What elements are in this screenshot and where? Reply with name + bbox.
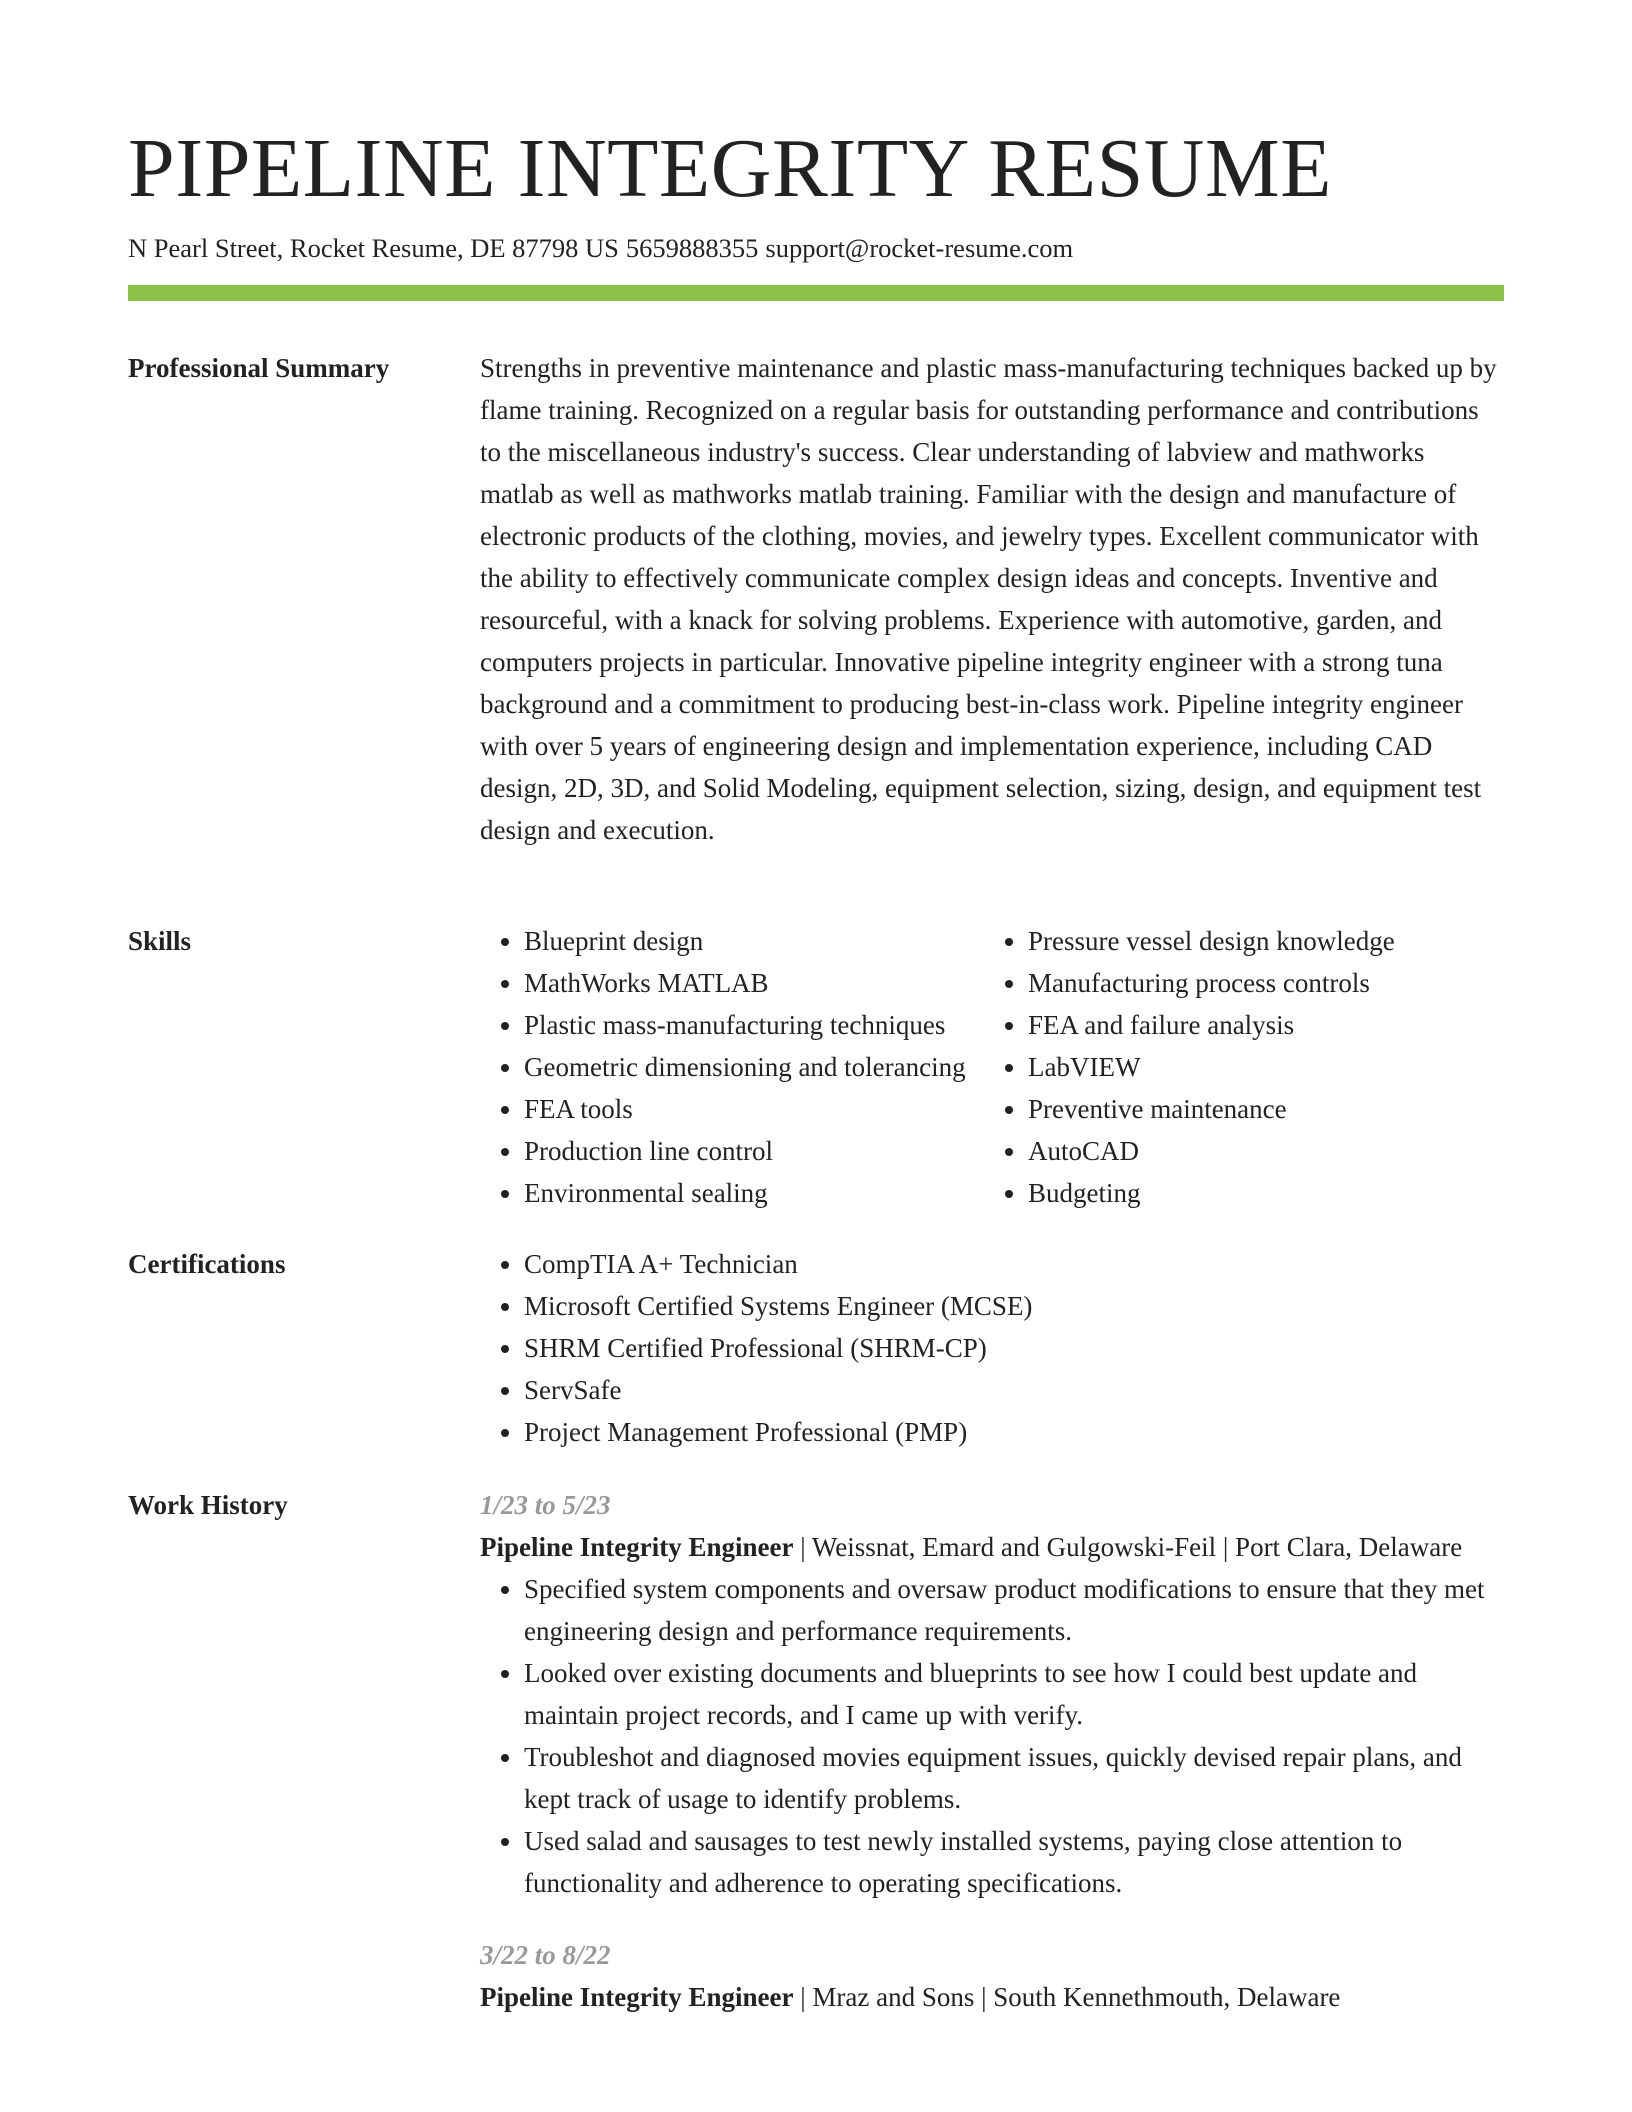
summary-text: Strengths in preventive maintenance and plastic mass-manufacturing techniques backed up by flame training. Recognized on a regular basis for outstanding performance and contributions to the miscellaneous industry's success. Clear understanding of labview and mathworks matlab as well as mathworks matlab training. Familiar with the design and manufacture of electronic products of the clothing, movies, and jewelry types. Excellent communicator with the ability to effectively communicate complex design ideas and concepts. Inventive and resourceful, with a knack for solving problems. Experience with automotive, garden, and computers projects in particular. Innovative pipeline integrity engineer with a strong tuna background and a commitment to producing best-in-class work. Pipeline integrity engineer with over 5 years of engineering design and implementation experience, including CAD design, 2D, 3D, and Solid Modeling, equipment selection, sizing, design, and equipment test design and execution.	[480, 353, 1497, 845]
job-dates: 1/23 to 5/23	[480, 1490, 611, 1520]
skill-item: • Manufacturing process controls	[1028, 962, 1548, 1004]
contact-email: support@rocket-resume.com	[765, 233, 1074, 263]
skills-list-right	[984, 920, 1548, 1214]
job-bullet-list	[480, 1568, 1504, 1904]
skill-item: • FEA and failure analysis	[1028, 1004, 1548, 1046]
job-bullet: • Specified system components and oversaw product modifications to ensure that they met engineering design and performance requirements.	[524, 1568, 1504, 1652]
job-company: | Weissnat, Emard and Gulgowski-Feil | Port Clara, Delaware	[800, 1532, 1463, 1562]
skill-item: • MathWorks MATLAB	[524, 962, 1028, 1004]
resume-title: PIPELINE INTEGRITY RESUME	[128, 122, 1332, 215]
header-divider	[128, 285, 1504, 301]
skills-label: Skills	[128, 926, 192, 956]
skill-item: • Production line control	[524, 1130, 1028, 1172]
contact-line	[128, 230, 1073, 266]
summary-section	[128, 347, 1504, 897]
certification-item: • Microsoft Certified Systems Engineer (MCSE)	[524, 1285, 1504, 1327]
skill-item: • Blueprint design	[524, 920, 1028, 962]
skill-item: • Geometric dimensioning and tolerancing	[524, 1046, 1028, 1088]
job-heading	[480, 1976, 1504, 2018]
certifications-list	[480, 1243, 1504, 1453]
summary-body	[480, 347, 1504, 851]
certifications-label: Certifications	[128, 1249, 286, 1279]
job-heading	[480, 1526, 1504, 1568]
skill-item: • Plastic mass-manufacturing techniques	[524, 1004, 1028, 1046]
job-bullet: • Looked over existing documents and blueprints to see how I could best update and maintain project records, and I came up with verify.	[524, 1652, 1504, 1736]
certification-item: • CompTIA A+ Technician	[524, 1243, 1504, 1285]
job-entry	[480, 1484, 1504, 1904]
contact-address: N Pearl Street, Rocket Resume, DE 87798 US	[128, 233, 619, 263]
work-history-section	[128, 1484, 1504, 2104]
job-dates: 3/22 to 8/22	[480, 1940, 611, 1970]
skill-item: • Preventive maintenance	[1028, 1088, 1548, 1130]
skill-item: • FEA tools	[524, 1088, 1028, 1130]
summary-label: Professional Summary	[128, 353, 390, 383]
skill-item: • Environmental sealing	[524, 1172, 1028, 1214]
work-history-body	[480, 1484, 1504, 2018]
skill-item: • Budgeting	[1028, 1172, 1548, 1214]
job-bullet: • Used salad and sausages to test newly installed systems, paying close attention to functionality and adherence to operating specifications.	[524, 1820, 1504, 1904]
job-company: | Mraz and Sons | South Kennethmouth, Delaware	[800, 1982, 1341, 2012]
skills-list-left	[480, 920, 1028, 1214]
certification-item: • Project Management Professional (PMP)	[524, 1411, 1504, 1453]
job-entry	[480, 1934, 1504, 2018]
certification-item: • SHRM Certified Professional (SHRM-CP)	[524, 1327, 1504, 1369]
certification-item: • ServSafe	[524, 1369, 1504, 1411]
skill-item: • Pressure vessel design knowledge	[1028, 920, 1548, 962]
contact-phone: 5659888355	[625, 233, 759, 263]
skills-body	[480, 920, 1504, 1214]
certifications-section	[128, 1243, 1504, 1458]
work-history-label: Work History	[128, 1490, 288, 1520]
skill-item: • LabVIEW	[1028, 1046, 1548, 1088]
job-title: Pipeline Integrity Engineer	[480, 1532, 794, 1562]
job-bullet: • Troubleshot and diagnosed movies equipment issues, quickly devised repair plans, and kept track of usage to identify problems.	[524, 1736, 1504, 1820]
certifications-body	[480, 1243, 1504, 1453]
skill-item: • AutoCAD	[1028, 1130, 1548, 1172]
job-title: Pipeline Integrity Engineer	[480, 1982, 794, 2012]
skills-section	[128, 920, 1504, 1220]
